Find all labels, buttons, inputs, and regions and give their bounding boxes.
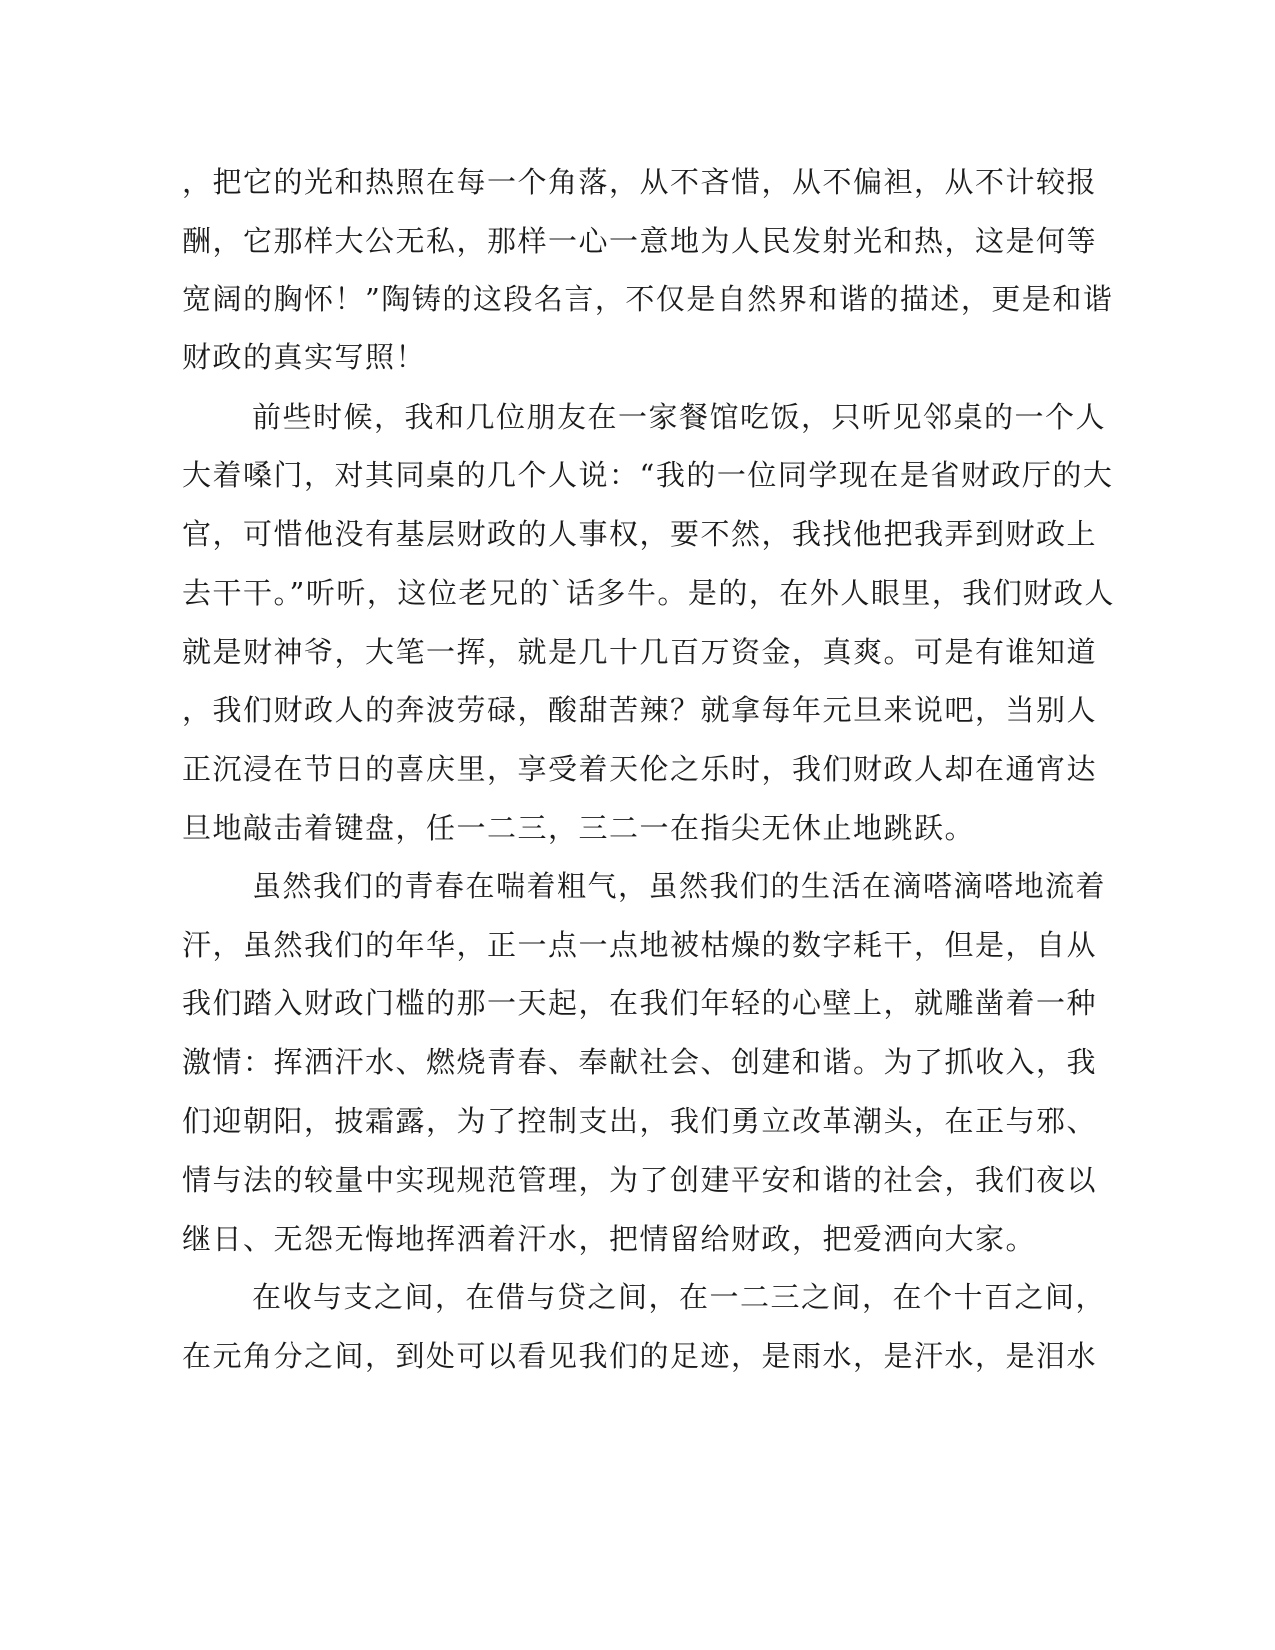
text-line: 旦地敲击着键盘，任一二三，三二一在指尖无休止地跳跃。 [182,811,976,845]
text-line: 在元角分之间，到处可以看见我们的足迹，是雨水，是汗水，是泪水 [182,1339,1098,1373]
text-line: 情与法的较量中实现规范管理，为了创建平安和谐的社会，我们夜以 [182,1163,1098,1197]
text-line: 激情：挥洒汗水、燃烧青春、奉献社会、创建和谐。为了抓收入，我 [182,1045,1098,1079]
text-line: 继日、无怨无悔地挥洒着汗水，把情留给财政，把爱洒向大家。 [182,1222,1037,1256]
text-line: 去干干。”听听，这位老兄的`话多牛。是的，在外人眼里，我们财政人 [182,576,1115,610]
text-line: 大着嗓门，对其同桌的几个人说：“我的一位同学现在是省财政厅的大 [182,458,1114,492]
paragraph-first-line: 虽然我们的青春在喘着粗气，虽然我们的生活在滴嗒滴嗒地流着 [252,869,1107,903]
text-line: ，我们财政人的奔波劳碌，酸甜苦辣？就拿每年元旦来说吧，当别人 [182,693,1098,727]
text-line: ，把它的光和热照在每一个角落，从不吝惜，从不偏袒，从不计较报 [182,165,1098,199]
text-line: 就是财神爷，大笔一挥，就是几十几百万资金，真爽。可是有谁知道 [182,635,1098,669]
text-line: 酬，它那样大公无私，那样一心一意地为人民发射光和热，这是何等 [182,224,1098,258]
paragraph-first-line: 前些时候，我和几位朋友在一家餐馆吃饭，只听见邻桌的一个人 [252,400,1107,434]
text-line: 们迎朝阳，披霜露，为了控制支出，我们勇立改革潮头，在正与邪、 [182,1104,1098,1138]
paragraph-first-line: 在收与支之间，在借与贷之间，在一二三之间，在个十百之间， [252,1280,1107,1314]
text-line: 宽阔的胸怀！”陶铸的这段名言，不仅是自然界和谐的描述，更是和谐 [182,282,1114,316]
text-line: 财政的真实写照！ [182,340,427,374]
text-line: 正沉浸在节日的喜庆里，享受着天伦之乐时，我们财政人却在通宵达 [182,752,1098,786]
text-line: 官，可惜他没有基层财政的人事权，要不然，我找他把我弄到财政上 [182,517,1098,551]
text-line: 汗，虽然我们的年华，正一点一点地被枯燥的数字耗干，但是，自从 [182,928,1098,962]
text-line: 我们踏入财政门槛的那一天起，在我们年轻的心壁上，就雕凿着一种 [182,986,1098,1020]
